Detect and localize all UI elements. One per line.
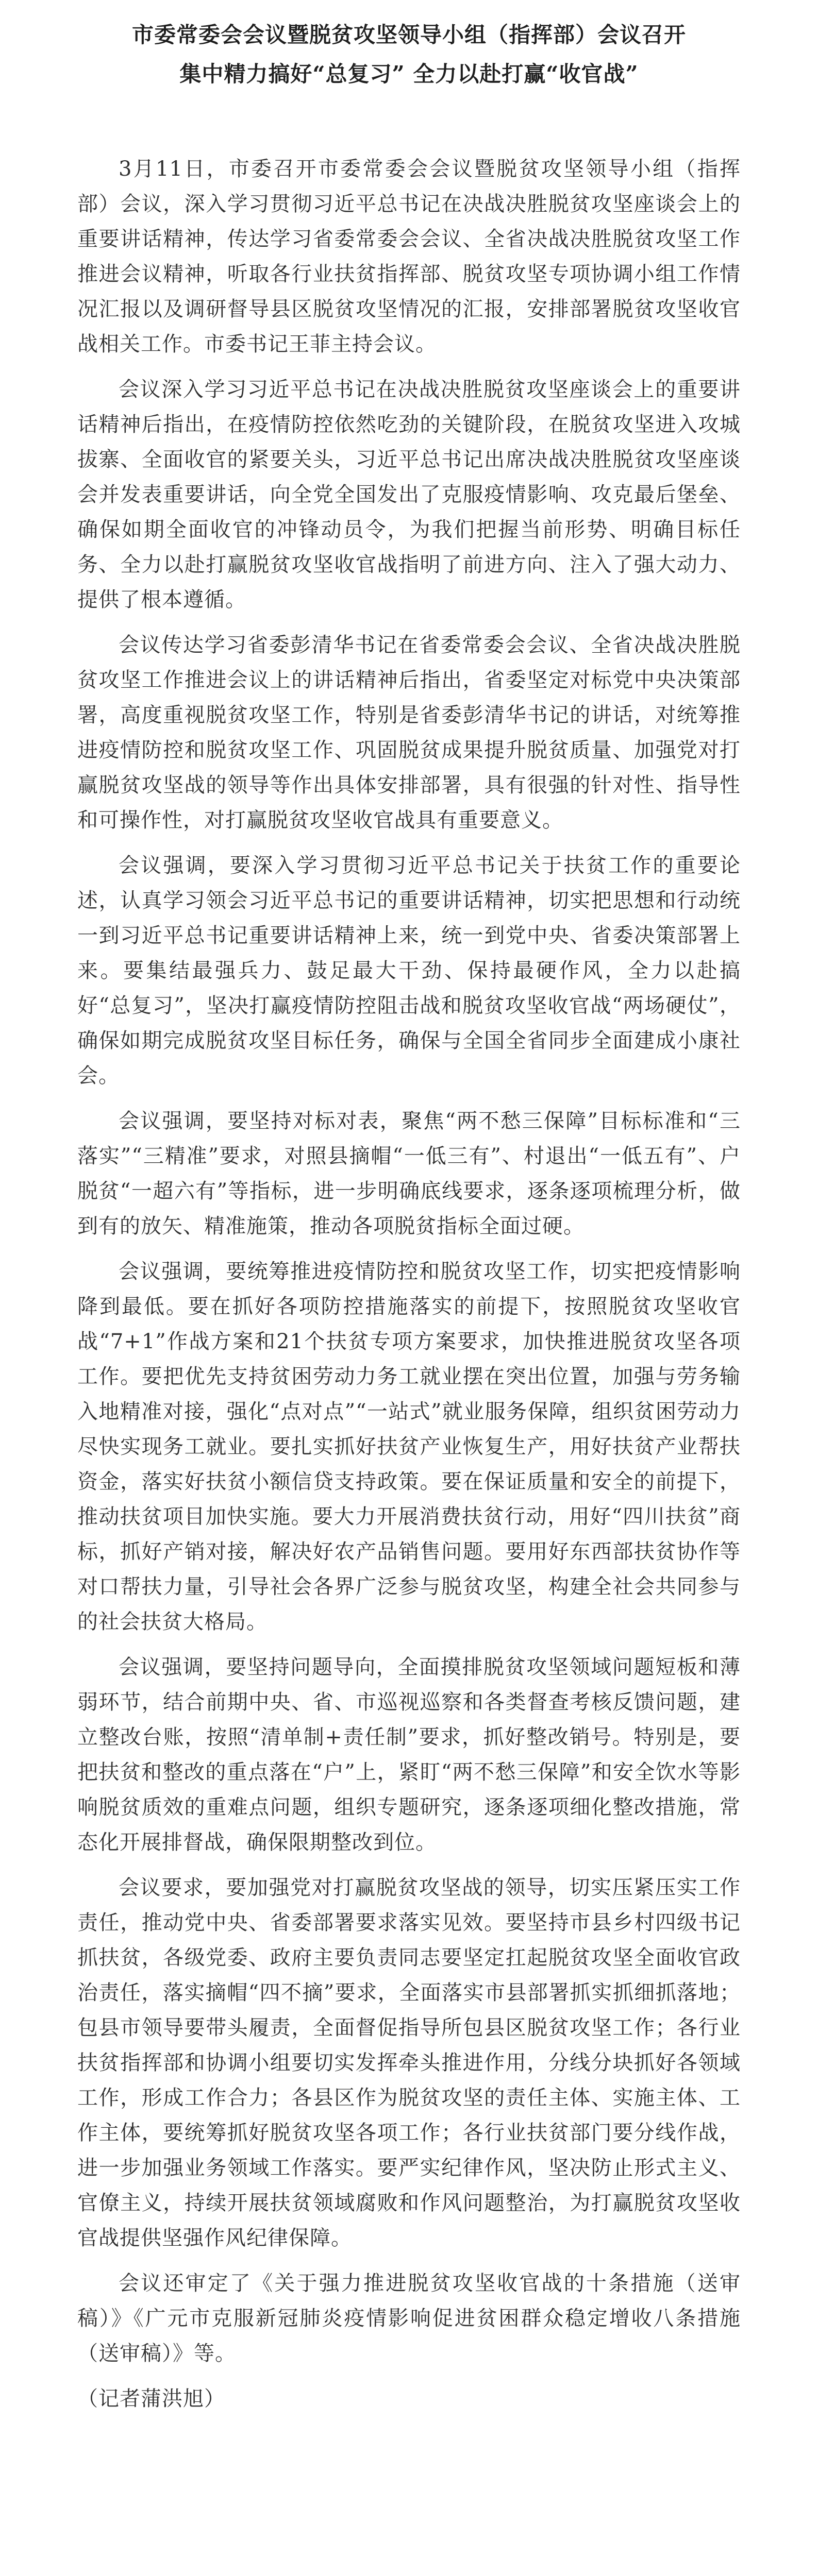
paragraph-emphasis-epidemic: 会议强调，要统筹推进疫情防控和脱贫攻坚工作，切实把疫情影响降到最低。要在抓好各项防控措施落实的前提下，按照脱贫攻坚收官战“7+1”作战方案和21个扶贫专项方案要求，加快推进脱贫攻坚各项工作。要把优先支持贫困劳动力务工就业摆在突出位置，加强与劳务输入地精准对接，强化“点对点”“一站式”就业服务保障，组织贫困劳动力尽快实现务工就业。要扎实抓好扶贫产业恢复生产，用好扶贫产业帮扶资金，落实好扶贫小额信贷支持政策。要在保证质量和安全的前提下，推动扶贫项目加快实施。要大力开展消费扶贫行动，用好“四川扶贫”商标，抓好产销对接，解决好农产品销售问题。要用好东西部扶贫协作等对口帮扶力量，引导社会各界广泛参与脱贫攻坚，构建全社会共同参与的社会扶贫大格局。 bbox=[77, 1260, 741, 1634]
paragraph-measures-approved: 会议还审定了《关于强力推进脱贫攻坚收官战的十条措施（送审稿）》《广元市克服新冠肺炎疫情影响促进贫困群众稳定增收八条措施（送审稿）》等。 bbox=[77, 2272, 741, 2365]
article-body bbox=[77, 151, 741, 2416]
paragraph-emphasis-standards: 会议强调，要坚持对标对表，聚焦“两不愁三保障”目标标准和“三落实”“三精准”要求，对照县摘帽“一低三有”、村退出“一低五有”、户脱贫“一超六有”等指标，进一步明确底线要求，逐条逐项梳理分析，做到有的放矢、精准施策，推动各项脱贫指标全面过硬。 bbox=[77, 1109, 741, 1238]
article-title bbox=[77, 15, 741, 94]
paragraph-meeting-overview: 3月11日，市委召开市委常委会会议暨脱贫攻坚领导小组（指挥部）会议，深入学习贯彻习近平总书记在决战决胜脱贫攻坚座谈会上的重要讲话精神，传达学习省委常委会会议、全省决战决胜脱贫攻坚工作推进会议精神，听取各行业扶贫指挥部、脱贫攻坚专项协调小组工作情况汇报以及调研督导县区脱贫攻坚情况的汇报，安排部署脱贫攻坚收官战相关工作。市委书记王菲主持会议。 bbox=[77, 157, 741, 356]
paragraph-study-speech: 会议深入学习习近平总书记在决战决胜脱贫攻坚座谈会上的重要讲话精神后指出，在疫情防控依然吃劲的关键阶段，在脱贫攻坚进入攻城拔寨、全面收官的紧要关头，习近平总书记出席决战决胜脱贫攻坚座谈会并发表重要讲话，向全党全国发出了克服疫情影响、攻克最后堡垒、确保如期全面收官的冲锋动员令，为我们把握当前形势、明确目标任务、全力以赴打赢脱贫攻坚收官战指明了前进方向、注入了强大动力、提供了根本遵循。 bbox=[77, 378, 741, 612]
reporter-byline: （记者蒲洪旭） bbox=[77, 2387, 225, 2411]
paragraph-emphasis-problems: 会议强调，要坚持问题导向，全面摸排脱贫攻坚领域问题短板和薄弱环节，结合前期中央、省、市巡视巡察和各类督查考核反馈问题，建立整改台账，按照“清单制+责任制”要求，抓好整改销号。特别是，要把扶贫和整改的重点落在“户”上，紧盯“两不愁三保障”和安全饮水等影响脱贫质效的重难点问题，组织专题研究，逐条逐项细化整改措施，常态化开展排督战，确保限期整改到位。 bbox=[77, 1655, 741, 1854]
article-title-line-1: 市委常委会会议暨脱贫攻坚领导小组（指挥部）会议召开 bbox=[131, 22, 686, 47]
paragraph-requirements: 会议要求，要加强党对打赢脱贫攻坚战的领导，切实压紧压实工作责任，推动党中央、省委部署要求落实见效。要坚持市县乡村四级书记抓扶贫，各级党委、政府主要负责同志要坚定扛起脱贫攻坚全面收官政治责任，落实摘帽“四不摘”要求，全面落实市县部署抓实抓细抓落地；包县市领导要带头履责，全面督促指导所包县区脱贫攻坚工作；各行业扶贫指挥部和协调小组要切实发挥牵头推进作用，分线分块抓好各领域工作，形成工作合力；各县区作为脱贫攻坚的责任主体、实施主体、工作主体，要统筹抓好脱贫攻坚各项工作；各行业扶贫部门要分线作战，进一步加强业务领域工作落实。要严实纪律作风，坚决防止形式主义、官僚主义，持续开展扶贫领域腐败和作风问题整治，为打赢脱贫攻坚收官战提供坚强作风纪律保障。 bbox=[77, 1876, 741, 2250]
paragraph-provincial-spirit: 会议传达学习省委彭清华书记在省委常委会会议、全省决战决胜脱贫攻坚工作推进会议上的讲话精神后指出，省委坚定对标党中央决策部署，高度重视脱贫攻坚工作，特别是省委彭清华书记的讲话，对统筹推进疫情防控和脱贫攻坚工作、巩固脱贫成果提升脱贫质量、加强党对打赢脱贫攻坚战的领导等作出具体安排部署，具有很强的针对性、指导性和可操作性，对打赢脱贫攻坚收官战具有重要意义。 bbox=[77, 633, 741, 832]
paragraph-emphasis-study: 会议强调，要深入学习贯彻习近平总书记关于扶贫工作的重要论述，认真学习领会习近平总书记的重要讲话精神，切实把思想和行动统一到习近平总书记重要讲话精神上来，统一到党中央、省委决策部署上来。要集结最强兵力、鼓足最大干劲、保持最硬作风，全力以赴搞好“总复习”，坚决打赢疫情防控阻击战和脱贫攻坚收官战“两场硬仗”，确保如期完成脱贫攻坚目标任务，确保与全国全省同步全面建成小康社会。 bbox=[77, 854, 741, 1088]
article-title-line-2: 集中精力搞好“总复习” 全力以赴打赢“收官战” bbox=[179, 61, 639, 87]
